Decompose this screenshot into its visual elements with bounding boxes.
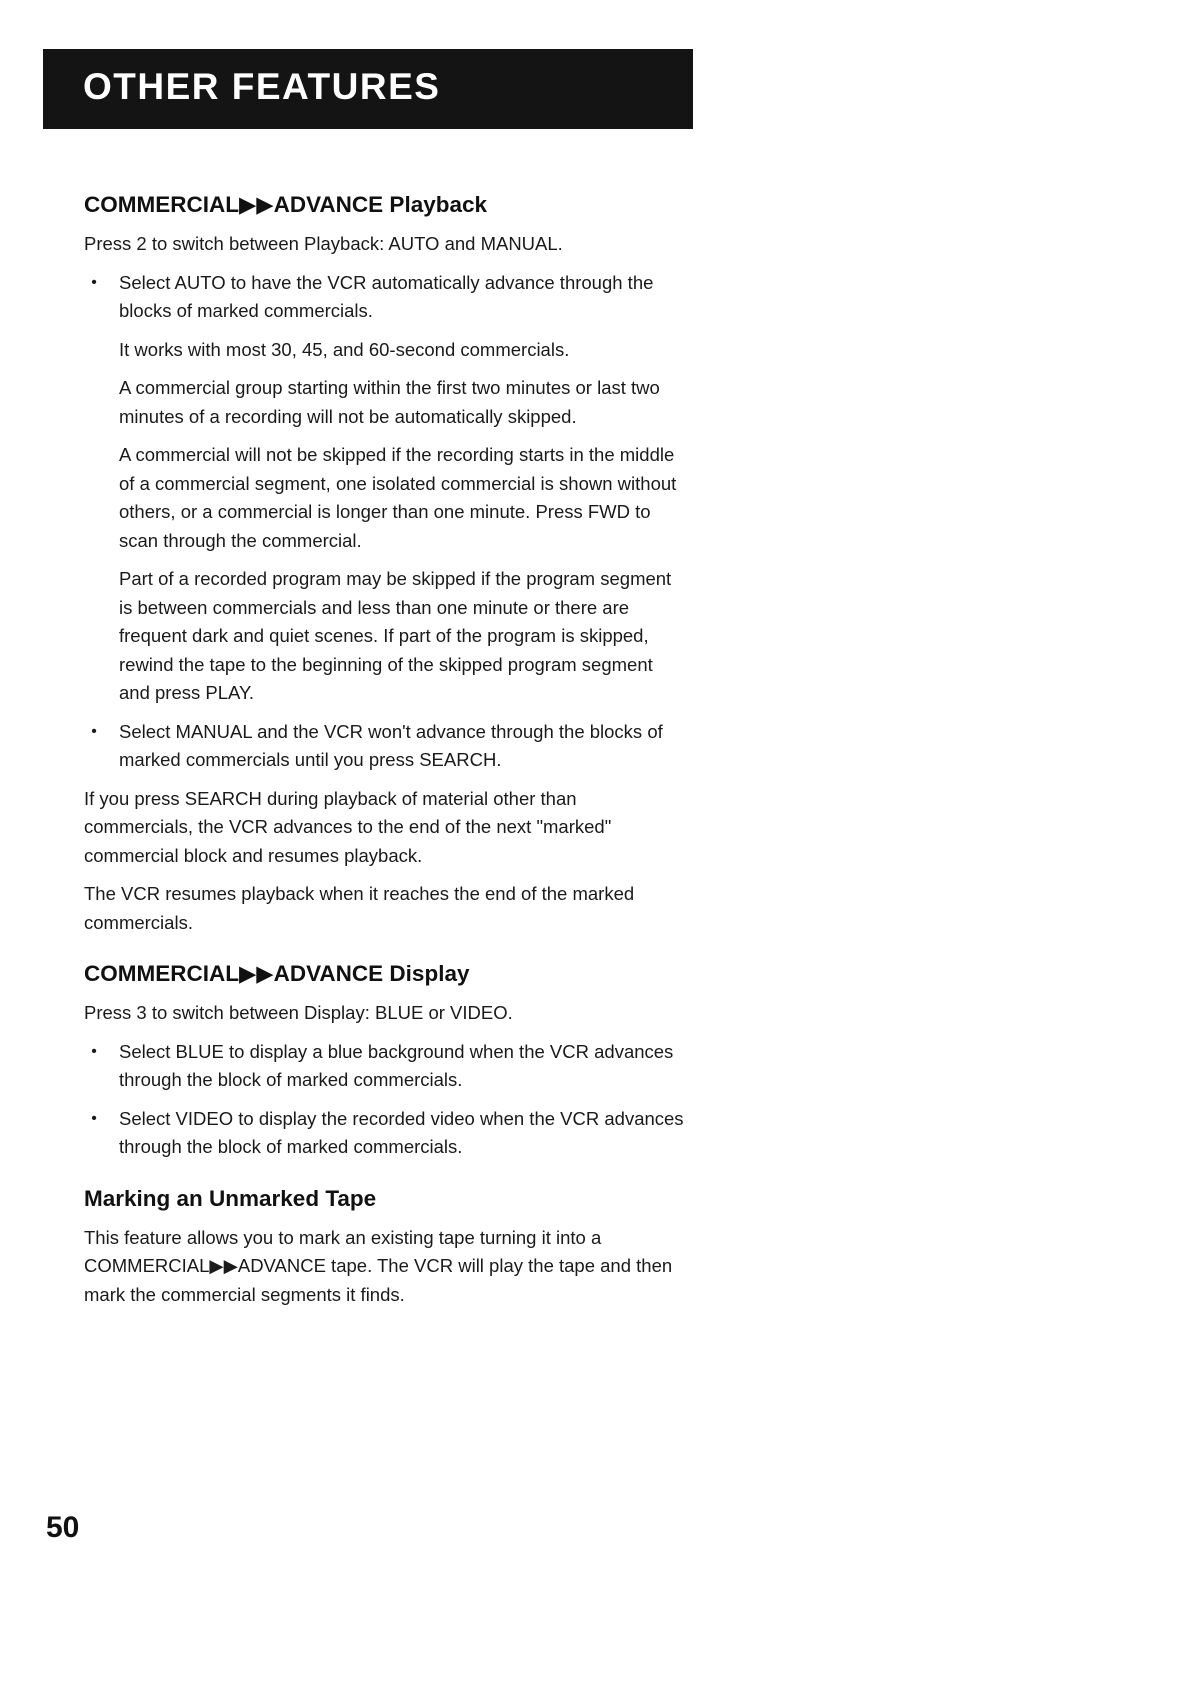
bullet-icon: •	[91, 273, 97, 291]
playback-intro: Press 2 to switch between Playback: AUTO and MANUAL.	[84, 233, 563, 254]
bullet-icon: •	[91, 722, 97, 740]
auto-note: It works with most 30, 45, and 60-second commercials.	[119, 338, 570, 360]
bullet-manual-text: Select MANUAL and the VCR won't advance through the blocks of marked commercials until you press SEARCH.	[119, 720, 663, 770]
display-intro: Press 3 to switch between Display: BLUE or VIDEO.	[84, 1002, 513, 1023]
bullet-blue	[84, 1038, 684, 1095]
bullet-auto-text: Select AUTO to have the VCR automatically advance through the blocks of marked commercials.	[119, 271, 654, 321]
bullet-manual	[84, 718, 684, 775]
page-title: OTHER FEATURES	[83, 66, 441, 107]
display-heading: COMMERCIAL▶▶ADVANCE Display	[84, 961, 470, 986]
bullet-icon: •	[91, 1109, 97, 1127]
bullet-icon: •	[91, 1042, 97, 1060]
auto-note: Part of a recorded program may be skipped if the program segment is between commercials and less than one minute or there are frequent dark and quiet scenes. If part of the program is skipped, rewind the tape to the beginning of the skipped program segment and press PLAY.	[119, 568, 672, 703]
auto-note: A commercial group starting within the first two minutes or last two minutes of a recording will not be automatically skipped.	[119, 377, 660, 427]
bullet-video	[84, 1105, 684, 1162]
marking-heading: Marking an Unmarked Tape	[84, 1185, 377, 1211]
bullet-blue-text: Select BLUE to display a blue background when the VCR advances through the block of marked commercials.	[119, 1040, 674, 1090]
bullet-auto	[84, 269, 684, 326]
playback-heading: COMMERCIAL▶▶ADVANCE Playback	[84, 192, 488, 217]
auto-note: A commercial will not be skipped if the recording starts in the middle of a commercial segment, one isolated commercial is shown without others, or a commercial is longer than one minute. Press FWD to scan through the commercial.	[119, 444, 677, 551]
search-note: If you press SEARCH during playback of material other than commercials, the VCR advances to the end of the next "marked" commercial block and resumes playback.	[84, 787, 612, 866]
marking-body: This feature allows you to mark an existing tape turning it into a COMMERCIAL▶▶ADVANCE tape. The VCR will play the tape and then mark the commercial segments it finds.	[84, 1226, 673, 1305]
main-content	[84, 190, 684, 1319]
page-number: 50	[46, 1511, 80, 1544]
bullet-video-text: Select VIDEO to display the recorded video when the VCR advances through the block of marked commercials.	[119, 1107, 684, 1157]
resume-note: The VCR resumes playback when it reaches the end of the marked commercials.	[84, 883, 635, 933]
